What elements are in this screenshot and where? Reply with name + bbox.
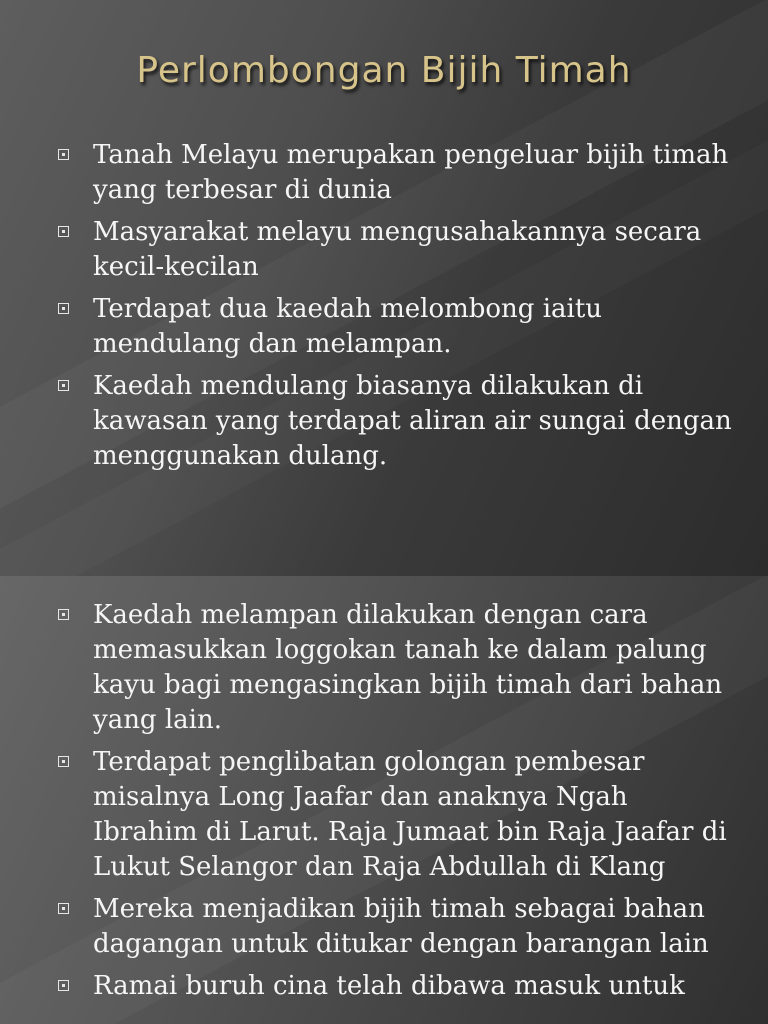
bullet-text: Mereka menjadikan bijih timah sebagai bahan dagangan untuk ditukar dengan barangan lain: [93, 894, 709, 959]
bullet-item: [58, 969, 740, 1004]
bullet-text: Tanah Melayu merupakan pengeluar bijih timah yang terbesar di dunia: [93, 140, 729, 205]
bullet-list: [58, 598, 740, 1011]
bullet-text: Masyarakat melayu mengusahakannya secara kecil-kecilan: [93, 217, 702, 282]
bullet-item: [58, 598, 740, 738]
bullet-item: [58, 215, 740, 285]
square-bullet-icon: [58, 226, 69, 237]
square-bullet-icon: [58, 609, 69, 620]
square-bullet-icon: [58, 903, 69, 914]
bullet-text: Ramai buruh cina telah dibawa masuk untuk: [93, 971, 685, 1001]
slide-title: Perlombongan Bijih Timah: [136, 50, 632, 91]
bullet-text: Terdapat penglibatan golongan pembesar misalnya Long Jaafar dan anaknya Ngah Ibrahim di Larut. Raja Jumaat bin Raja Jaafar di Lukut Selangor dan Raja Abdullah di Klang: [93, 747, 727, 882]
bullet-text: Kaedah mendulang biasanya dilakukan di kawasan yang terdapat aliran air sungai dengan menggunakan dulang.: [93, 371, 732, 471]
square-bullet-icon: [58, 980, 69, 991]
bullet-list: [58, 138, 740, 481]
bullet-text: Terdapat dua kaedah melombong iaitu mendulang dan melampan.: [93, 294, 603, 359]
slide-2: [0, 576, 768, 1024]
bullet-item: [58, 138, 740, 208]
bullet-item: [58, 892, 740, 962]
bullet-item: [58, 292, 740, 362]
square-bullet-icon: [58, 756, 69, 767]
square-bullet-icon: [58, 149, 69, 160]
bullet-text: Kaedah melampan dilakukan dengan cara memasukkan loggokan tanah ke dalam palung kayu bagi mengasingkan bijih timah dari bahan yang lain.: [93, 600, 723, 735]
square-bullet-icon: [58, 380, 69, 391]
bullet-item: [58, 745, 740, 885]
square-bullet-icon: [58, 303, 69, 314]
bullet-item: [58, 369, 740, 474]
